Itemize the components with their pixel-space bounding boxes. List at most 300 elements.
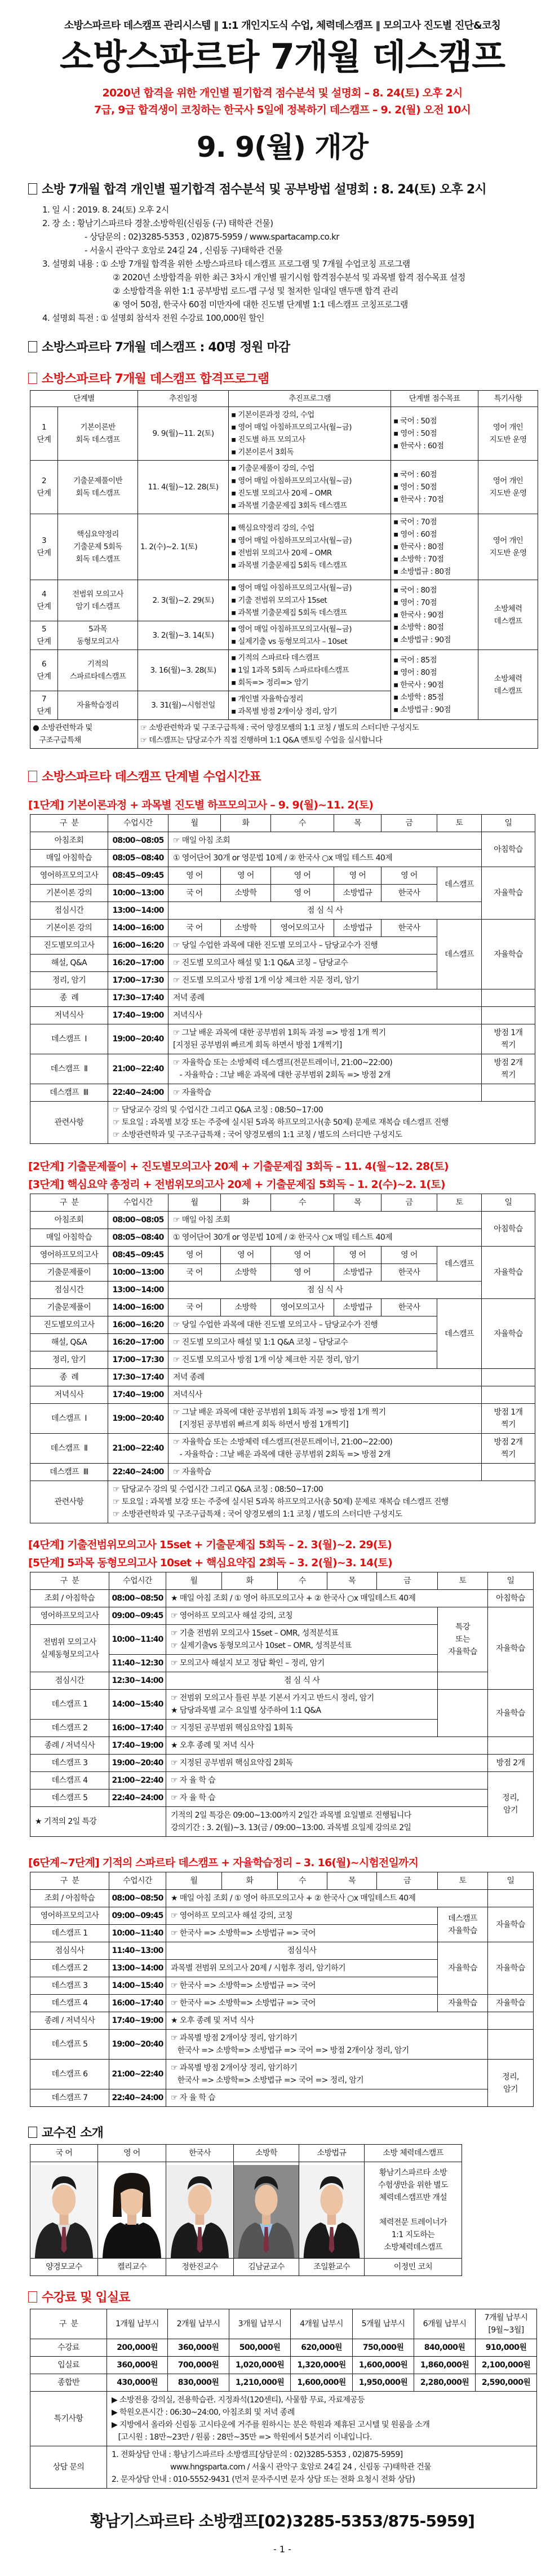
table-cell: 한국사 [381, 1264, 437, 1282]
table-cell: 정리, 암기 [488, 1772, 534, 1837]
table-cell: 영 어 [334, 1247, 381, 1264]
professor-name: 정한진교수 [166, 2259, 234, 2276]
table-cell: 아침학습 [482, 1212, 535, 1247]
row-label: 데스캠프 2 [30, 1720, 109, 1737]
table-cell: 1,600,000원 [353, 2357, 414, 2374]
column-header: 금 [377, 1572, 438, 1590]
table-row [30, 1102, 535, 1144]
table-cell: ▪ 국어 : 60점 ▪ 영어 : 50점 ▪ 한국사 : 70점 [391, 461, 478, 514]
portrait-icon [166, 2165, 233, 2258]
table-cell: 소방학 [221, 1299, 271, 1316]
table-row [30, 832, 535, 850]
stage6-7-timetable [30, 1872, 534, 2107]
stage1-heading: [1단계] 기본이론과정 + 과목별 진도별 하프모의고사 – 9. 9(월)~11. 2(토) [28, 799, 374, 811]
table-cell: 영 어 [271, 885, 334, 902]
column-header: 수 [271, 1194, 334, 1212]
list-item: 1. 일 시 : 2019. 8. 24(토) 오후 2시 [42, 205, 169, 215]
column-header: 목 [327, 1572, 377, 1590]
table-row [30, 1995, 534, 2012]
column-header: 월 [166, 1572, 222, 1590]
professor-photo [166, 2162, 234, 2259]
table-cell: 소방체력 데스캠프 [478, 650, 538, 720]
table-cell: ☞ 당일 수업한 과목에 대한 진도별 모의고사 – 담당교수가 진행 [168, 937, 437, 955]
table-cell: 방점 2개 찍기 [482, 1434, 535, 1464]
table-cell: ★ 오후 종례 및 저녁 식사 [166, 2012, 488, 2030]
row-label: 종합반 [30, 2374, 107, 2392]
list-item: 3. 설명회 내용 : ① 소방 7개월 합격을 위한 소방스파르타 데스캠프 프로그램 및 7개월 수업코칭 프로그램 [42, 259, 410, 269]
table-cell: 저녁 종례 [168, 1369, 482, 1386]
table-cell: 기출문제풀이반 회독 데스캠프 [58, 461, 138, 514]
capacity-heading [28, 339, 536, 356]
table-row [30, 1229, 535, 1247]
seminar-info-list [28, 203, 536, 325]
open-date: 9. 9(월) 개강 [197, 131, 368, 164]
table-cell: ☞ 진도별 모의고사 방점 1개 이상 체크한 지문 정리, 암기 [168, 972, 437, 989]
column-header: 화 [222, 1872, 278, 1890]
table-cell: ▪ 기출문제풀이 강의, 수업 ▪ 영어 매일 아침하프모의고사(월~금) ▪ 진도별 모의고사 20제 – OMR ▪ 과목별 기출문제집 3회독 데스캠프 [229, 461, 391, 514]
table-cell: ☞ 자율학습 또는 소방체력 데스캠프(전문트레이너, 21:00~22:00) - 자율학습 : 그날 배운 과목에 대한 공부범위 2회독 => 방점 2개 [168, 1434, 482, 1464]
table-cell [488, 2030, 534, 2060]
table-cell: 11:40~13:00 [109, 1942, 166, 1960]
row-label: 데스캠프 Ⅲ [30, 1464, 108, 1481]
table-row [30, 920, 535, 937]
table-row [30, 1054, 535, 1084]
row-label: 아침조회 [30, 1212, 108, 1229]
table-cell: 17:40~19:00 [108, 1007, 168, 1024]
table-cell: ☞ 전범위 모의고사 틀린 부분 기본서 가지고 반드시 정리, 암기 ★ 담당과목별 교수 요일별 상주하여 1:1 Q&A [166, 1690, 438, 1720]
list-item: ② 소방합격을 위한 1:1 공부방법 로드-맵 구성 및 철저한 일대일 맨두맨 합격 관리 [113, 286, 398, 296]
table-cell: 16:00~17:40 [109, 1720, 166, 1737]
professor-photo [98, 2162, 166, 2259]
table-cell: 200,000원 [107, 2339, 168, 2357]
table-cell: 소방학 [221, 885, 271, 902]
table-cell: 데스캠프 자율학습 [438, 1907, 488, 1942]
table-cell: 영 어 [381, 867, 437, 885]
checkbox-square-icon [28, 373, 37, 384]
table-cell: 방점 1개 찍기 [482, 1404, 535, 1434]
table-cell: 19:00~20:40 [109, 2030, 166, 2060]
table-cell: 방점 2개 찍기 [482, 1054, 535, 1084]
row-label: 해설, Q&A [30, 955, 108, 972]
column-header: 일 [488, 1872, 534, 1890]
table-row [30, 1434, 535, 1464]
table-row [30, 1282, 535, 1299]
row-label: 6 단계 [30, 650, 58, 691]
row-label: 영어하프모의고사 [30, 1907, 109, 1925]
table-cell: 자율학습 [482, 867, 535, 920]
table-cell: 과목별 전범위 모의고사 20제 / 시험후 정리, 암기하기 [166, 1960, 438, 1977]
table-row [30, 1890, 534, 1907]
faculty-table [30, 2144, 462, 2276]
table-cell: 430,000원 [107, 2374, 168, 2392]
table-cell: 10:00~11:40 [109, 1925, 166, 1942]
professor-photo [299, 2162, 365, 2259]
faculty-heading-text: 교수진 소개 [42, 2126, 104, 2140]
table-row [30, 1481, 535, 1523]
row-label: 기출문제풀이 [30, 1264, 108, 1282]
table-cell: ☞ 한국사 => 소방학=> 소방법규 => 국어 [166, 1995, 438, 2012]
table-cell: 소방법규 [334, 885, 381, 902]
table-row [30, 2374, 537, 2392]
column-header: 토 [437, 1194, 482, 1212]
table-cell: 08:45~09:45 [108, 1247, 168, 1264]
table-cell: 620,000원 [291, 2339, 353, 2357]
table-cell: ☞ 과목별 방점 2개이상 정리, 암기하기 한국사 => 소방학=> 소방법규 => 국어 => 정리, 암기 [166, 2060, 488, 2089]
header-row [30, 1572, 534, 1590]
row-label: 데스캠프 4 [30, 1772, 109, 1789]
row-label: 점심식사 [30, 1942, 109, 1960]
column-header: 4개월 납부시 [291, 2309, 353, 2339]
professor-name: 김남균교수 [234, 2259, 299, 2276]
table-cell: 3. 16(월)~3. 28(토) [138, 650, 229, 691]
table-cell: 자율학습 [488, 1907, 534, 1942]
table-cell: 19:00~20:40 [108, 1024, 168, 1054]
table-cell: 14:00~16:00 [108, 1299, 168, 1316]
table-cell: 10:00~11:40 [109, 1625, 166, 1655]
table-cell: 기본이론반 회독 데스캠프 [58, 407, 138, 461]
table-cell: 1. 전화상담 안내 : 황남기스파르타 소방캠프[상담문의 : 02)3285-5353 , 02)875-5959] www.hngsparta.com / 서울시 관악구 호암로 24길 24 , 신림동 구)태학관 건물 2. 문자상담 안내 : 010-5552-9431 (먼저 문자주시면 문자 상담 또는 전화 요청시 전화 상담) [107, 2446, 537, 2489]
table-row [30, 1084, 535, 1102]
stage6-7-heading: [6단계~7단계] 기적의 스파르타 데스캠프 + 자율학습정리 – 3. 16(월)~시험전일까지 [28, 1857, 419, 1869]
row-label: 진도별모의고사 [30, 1316, 108, 1334]
table-cell: 자율학습 [488, 1995, 534, 2012]
header-row [30, 2309, 537, 2339]
table-cell: ▪ 국어 : 70점 ▪ 영어 : 60점 ▪ 한국사 : 80점 ▪ 소방학 : 70점 ▪ 소방법규 : 80점 [391, 514, 478, 580]
row-label: 데스캠프 5 [30, 1789, 109, 1807]
table-row [30, 867, 535, 885]
column-header: 수업시간 [109, 1872, 166, 1890]
table-cell: 22:40~24:00 [109, 1789, 166, 1807]
table-cell: 자율학습 [482, 1299, 535, 1369]
fee-table [30, 2309, 537, 2489]
table-row [30, 720, 538, 749]
row-label: 1 단계 [30, 407, 58, 461]
table-cell: 자율학습 [488, 1607, 534, 1690]
row-label: 조회 / 아침학습 [30, 1890, 109, 1907]
table-cell: 700,000원 [168, 2357, 229, 2374]
table-cell: 영어 개인 지도반 운영 [478, 514, 538, 580]
table-cell: 5과목 동형모의고사 [58, 621, 138, 650]
row-label: 조회 / 아침학습 [30, 1590, 109, 1607]
table-cell: ★ 매일 아침 조회 / ① 영어 하프모의고사 + ② 한국사 ○x 매일테스트 40제 [166, 1890, 488, 1907]
table-cell: ★ 오후 종례 및 저녁 식사 [166, 1737, 488, 1755]
column-header: 소방학 [234, 2145, 299, 2162]
table-cell: ★ 매일 아침 조회 / ① 영어 하프모의고사 + ② 한국사 ○x 매일테스트 40제 [166, 1590, 488, 1607]
table-cell: 750,000원 [353, 2339, 414, 2357]
table-cell: 영 어 [168, 867, 221, 885]
table-cell: 점 심 식 사 [168, 902, 482, 920]
table-cell: ▪ 국어 : 80점 ▪ 영어 : 70점 ▪ 한국사 : 90점 ▪ 소방학 : 80점 ▪ 소방법규 : 90점 [391, 580, 478, 650]
checkbox-square-icon [28, 341, 37, 352]
column-header: 목 [334, 1194, 381, 1212]
table-cell: 아침학습 [482, 832, 535, 867]
table-row [30, 2339, 537, 2357]
table-cell: 영 어 [271, 867, 334, 885]
row-label: 데스캠프 Ⅰ [30, 1404, 108, 1434]
table-cell [482, 1464, 535, 1481]
table-cell: 500,000원 [229, 2339, 291, 2357]
row-label: 3 단계 [30, 514, 58, 580]
table-cell: 영 어 [381, 1247, 437, 1264]
table-cell: 소방법규 [334, 920, 381, 937]
program-table [30, 390, 538, 749]
row-label: 데스캠프 2 [30, 1960, 109, 1977]
row-label: 데스캠프 Ⅱ [30, 1434, 108, 1464]
column-header: 영 어 [98, 2145, 166, 2162]
table-cell [482, 989, 535, 1007]
column-header: 수 [278, 1572, 327, 1590]
seminar-heading [28, 182, 536, 198]
table-row [30, 407, 538, 461]
row-label: 데스캠프 1 [30, 1925, 109, 1942]
table-cell: 17:40~19:00 [109, 2012, 166, 2030]
table-cell: ☞ 진도별 모의고사 방점 1개 이상 체크한 지문 정리, 암기 [168, 1351, 437, 1369]
table-cell: 데스캠프 [437, 920, 482, 989]
list-item: - 서울시 관악구 호암로 24길 24 , 신림동 구)태학관 건물 [85, 245, 283, 255]
column-header: 금 [381, 815, 437, 832]
row-label: 데스캠프 Ⅰ [30, 1024, 108, 1054]
column-header: 수업시간 [109, 1572, 166, 1590]
column-header: 추진일정 [138, 391, 229, 407]
table-cell: 08:05~08:40 [108, 1229, 168, 1247]
table-row [30, 1789, 534, 1807]
column-header: 구 분 [30, 1572, 109, 1590]
checkbox-square-icon [28, 771, 37, 782]
header-row [30, 2145, 462, 2162]
table-cell: 910,000원 [476, 2339, 537, 2357]
table-cell [482, 1007, 535, 1024]
table-cell: ☞ 자 율 학 습 [166, 1789, 488, 1807]
table-cell: 08:00~08:05 [108, 832, 168, 850]
stage2-3-timetable [30, 1194, 535, 1523]
table-cell: 1,860,000원 [414, 2357, 476, 2374]
table-row [30, 2357, 537, 2374]
table-cell: 점 심 식 사 [168, 1282, 482, 1299]
table-row [30, 1212, 535, 1229]
table-cell: 2,590,000원 [476, 2374, 537, 2392]
stage3-heading: [3단계] 핵심요약 총정리 + 전범위모의고사 20제 + 기출문제집 5회독 – 1. 2(수)~2. 1(토) [28, 1178, 445, 1191]
table-cell: 기적의 2일 특강은 09:00~13:00까지 2일간 과목별 요일별로 진행됩니다 강의기간 : 3. 2(월)~3. 13(금 / 09:00~13:00. 과목별 요일제 강의로 2일 [166, 1807, 488, 1837]
column-header: 일 [482, 815, 535, 832]
seminar-heading-text: 소방 7개월 합격 개인별 필기합격 점수분석 및 공부방법 설명회 : 8. 24(토) 오후 2시 [42, 183, 486, 197]
list-item: - 상담문의 : 02)3285-5353 , 02)875-5959 / www.spartacamp.co.kr [85, 232, 339, 242]
table-cell: ☞ 매일 아침 조회 [168, 832, 482, 850]
header-row [30, 1872, 534, 1890]
fee-heading-text: 수강료 및 입실료 [42, 2291, 130, 2305]
event-line-history: 7급, 9급 합격생이 코칭하는 한국사 5일에 정복하기 데스캠프 – 9. 2(월) 오전 10시 [94, 104, 471, 116]
stage2-heading: [2단계] 기출문제풀이 + 진도별모의고사 20제 + 기출문제집 3회독 – 11. 4(월~12. 28(토) [28, 1160, 449, 1173]
table-cell: 영 어 [221, 1247, 271, 1264]
column-header: 수 [271, 815, 334, 832]
table-cell: 소방법규 [334, 1264, 381, 1282]
row-label: 점심시간 [30, 1282, 108, 1299]
table-cell: 영어모의고사 [271, 920, 334, 937]
table-cell: 영어 개인 지도반 운영 [478, 407, 538, 461]
table-cell [488, 1890, 534, 1907]
column-header: 월 [166, 1872, 222, 1890]
row-label: 데스캠프 5 [30, 2030, 109, 2060]
table-cell: 16:00~16:20 [108, 1316, 168, 1334]
table-cell: 점 심 식 사 [166, 1672, 438, 1690]
column-header: 수 [278, 1872, 327, 1890]
column-header: 7개월 납부시 [9월~3월] [476, 2309, 537, 2339]
capacity-heading-text: 소방스파르타 7개월 데스캠프 : 40명 정원 마감 [42, 341, 290, 355]
column-header: 목 [334, 815, 381, 832]
table-row [30, 989, 535, 1007]
row-label: 2 단계 [30, 461, 58, 514]
column-header: 월 [168, 815, 221, 832]
table-cell: 22:40~24:00 [109, 2089, 166, 2107]
table-cell: ☞ 기출 전범위 모의고사 15set – OMR, 성적분석표 ☞ 실제기출vs 동형모의고사 10set – OMR, 성적분석표 [166, 1625, 438, 1655]
table-cell: 소방체력 데스캠프 [478, 580, 538, 650]
table-cell: 360,000원 [168, 2339, 229, 2357]
table-row [30, 902, 535, 920]
table-row [30, 514, 538, 580]
table-cell: ☞ 영어하프 모의고사 해설 강의, 코칭 [166, 1607, 438, 1625]
column-header: 국 어 [30, 2145, 98, 2162]
row-label: 수강료 [30, 2339, 107, 2357]
professor-name: 양경모교수 [30, 2259, 98, 2276]
row-label: 데스캠프 1 [30, 1690, 109, 1720]
table-cell: ☞ 진도별 모의고사 해설 및 1:1 Q&A 코칭 – 담당교수 [168, 1334, 437, 1351]
table-cell: 11. 4(월)~12. 28(토) [138, 461, 229, 514]
row-label: 입실료 [30, 2357, 107, 2374]
table-cell: 14:00~15:40 [109, 1977, 166, 1995]
professor-photo [30, 2162, 98, 2259]
table-cell: 국 어 [168, 920, 221, 937]
timetable-heading-text: 소방스파르타 데스캠프 단계별 수업시간표 [42, 770, 261, 784]
table-cell: 840,000원 [414, 2339, 476, 2357]
table-cell: 국 어 [168, 1299, 221, 1316]
table-row [30, 650, 538, 691]
table-cell: 21:00~22:40 [108, 1054, 168, 1084]
table-cell: 12:30~14:00 [109, 1672, 166, 1690]
table-cell: ☞ 담당교수 강의 및 수업시간 그리고 Q&A 코칭 : 08:50~17:00 ☞ 토요일 : 과목별 보강 또는 주중에 실시된 5과목 하프모의고사(총 50제) 문제로 재복습 데스캠프 진행 ☞ 소방관련학과 및 구조구급특채 : 국어 양경모쌤의 1:1 코칭 / 별도의 스터디반 구성지도 [108, 1102, 535, 1144]
faculty-heading [28, 2125, 536, 2142]
column-header: 월 [168, 1194, 221, 1212]
table-cell: 전범위 모의고사 암기 데스캠프 [58, 580, 138, 621]
fee-heading [28, 2290, 536, 2307]
page-title: 소방스파르타 7개월 데스캠프 [59, 36, 505, 77]
table-cell: 자율학습 [488, 1942, 534, 1995]
table-cell: 21:00~22:40 [109, 1772, 166, 1789]
row-label: 정리, 암기 [30, 1351, 108, 1369]
document [0, 19, 559, 2555]
row-label: 점심시간 [30, 1672, 109, 1690]
column-header: 화 [222, 1572, 278, 1590]
table-cell: 17:00~17:30 [108, 1351, 168, 1369]
table-cell [438, 1672, 488, 1690]
stage5-heading: [5단계] 5과목 동형모의고사 10set + 핵심요약집 2회독 – 3. 2(월)~3. 14(토) [28, 1557, 392, 1569]
table-cell: 특강 또는 자율학습 [438, 1607, 488, 1672]
table-cell: 14:00~16:00 [108, 920, 168, 937]
column-header: 토 [438, 1572, 488, 1590]
table-cell: 핵심요약정리 기출문제 5회독 회독 데스캠프 [58, 514, 138, 580]
table-cell: 저녁 종례 [168, 989, 482, 1007]
table-cell: 1. 2(수)~2. 1(토) [138, 514, 229, 580]
table-cell: 16:00~17:40 [109, 1995, 166, 2012]
top-tagline: 소방스파르타 데스캠프 관리시스템 ‖ 1:1 개인지도식 수업, 체력데스캠프 ‖ 모의고사 진도별 진단&코칭 [64, 20, 501, 32]
table-row [30, 1907, 534, 1925]
column-header: 단계별 [30, 391, 138, 407]
table-cell: 영 어 [221, 867, 271, 885]
table-cell: 17:30~17:40 [108, 1369, 168, 1386]
row-label: 4 단계 [30, 580, 58, 621]
table-cell: ☞ 진도별 모의고사 해설 및 1:1 Q&A 코칭 – 담당교수 [168, 955, 437, 972]
table-cell: 16:00~16:20 [108, 937, 168, 955]
table-cell: 17:40~19:00 [108, 1386, 168, 1404]
table-cell: 방점 2개 [488, 1755, 534, 1772]
table-row [30, 1755, 534, 1772]
table-row [30, 1247, 535, 1264]
table-cell: ▪ 국어 : 50점 ▪ 영어 : 50점 ▪ 한국사 : 60점 [391, 407, 478, 461]
row-label: 영어하프모의고사 [30, 1247, 108, 1264]
row-label: 데스캠프 3 [30, 1977, 109, 1995]
table-cell: 자율학습 [438, 1942, 488, 1995]
row-label: 아침조회 [30, 832, 108, 850]
row-label: 기출문제풀이 [30, 1299, 108, 1316]
table-cell: 국 어 [168, 1264, 221, 1282]
table-cell: 국 어 [168, 885, 221, 902]
row-label: 기본이론 강의 [30, 885, 108, 902]
table-cell: 1,950,000원 [353, 2374, 414, 2392]
column-header: 금 [381, 1194, 437, 1212]
professor-name: 조일환교수 [299, 2259, 365, 2276]
row-label: 매일 아침학습 [30, 1229, 108, 1247]
table-row [30, 1024, 535, 1054]
table-cell: 08:45~09:45 [108, 867, 168, 885]
row-label: 점심시간 [30, 902, 108, 920]
stage4-heading: [4단계] 기출전범위모의고사 15set + 기출문제집 5회독 – 2. 3(월)~2. 29(토) [28, 1539, 392, 1551]
table-cell: 영어 개인 지도반 운영 [478, 461, 538, 514]
table-cell: 09:00~09:45 [109, 1607, 166, 1625]
table-cell: 자율학습 [488, 1690, 534, 1737]
list-item: ② 2020년 소방합격을 위한 최근 3차시 개인별 필기시험 합격점수분석 및 과목별 합격 점수목표 설정 [113, 272, 465, 282]
table-cell: ☞ 자 율 학 습 [166, 2089, 488, 2107]
column-header: 화 [221, 1194, 271, 1212]
table-cell: 한국사 [381, 1299, 437, 1316]
table-cell: 22:40~24:00 [108, 1464, 168, 1481]
list-item: 2. 장 소 : 황남기스파르타 경찰.소방학원(신림동 (구) 태학관 건물) [42, 218, 273, 228]
table-row [30, 461, 538, 514]
list-item: 4. 설명회 특전 : ① 설명회 참석자 전원 수강료 100,000원 할인 [42, 313, 264, 323]
table-cell: 2. 3(월)~2. 29(토) [138, 580, 229, 621]
table-cell: 830,000원 [168, 2374, 229, 2392]
table-cell: ☞ 영어하프 모의고사 해설 강의, 코칭 [166, 1907, 438, 1925]
row-label: 저녁식사 [30, 1007, 108, 1024]
table-row [30, 2392, 537, 2446]
row-label: 종 례 [30, 1369, 108, 1386]
table-cell: ▶ 소방전용 강의실, 전용학습관. 지정좌석(120센티), 사물함 무료, 자료제공등 ▶ 학원오픈시간 : 06:30~24:00, 아침조회 및 저녁 종례 ▶ 지방에서 올라와 신림동 고시타운에 거주를 원하시는 분은 학원과 제휴된 고시텔 및 원룸을 소개 [고시원 : 18만~23만 / 원룸 : 28만~35만 => 학원에서 5분거리 이내입니다. [107, 2392, 537, 2446]
table-cell: 09:00~09:45 [109, 1907, 166, 1925]
checkbox-square-icon [28, 2291, 37, 2303]
table-cell: 08:05~08:40 [108, 850, 168, 867]
table-row [30, 1404, 535, 1434]
table-cell: ① 영어단어 30개 or 영문법 10제 / ② 한국사 ○x 매일 테스트 40제 [168, 1229, 482, 1247]
row-label: 매일 아침학습 [30, 850, 108, 867]
portrait-icon [299, 2165, 364, 2258]
table-cell: 영 어 [168, 1247, 221, 1264]
table-row [30, 1369, 535, 1386]
column-header: 5개월 납부시 [353, 2309, 414, 2339]
table-cell: ① 영어단어 30개 or 영문법 10제 / ② 한국사 ○x 매일 테스트 40제 [168, 850, 482, 867]
professor-photo [234, 2162, 299, 2259]
table-cell [488, 1737, 534, 1755]
list-item: ④ 영어 50점, 한국사 60점 미만자에 대한 진도별 단계별 1:1 데스캠프 코칭프로그램 [113, 299, 408, 310]
table-cell: 2,100,000원 [476, 2357, 537, 2374]
column-header: 소방 체력데스캠프 [365, 2145, 462, 2162]
column-header: 구 분 [30, 1194, 108, 1212]
